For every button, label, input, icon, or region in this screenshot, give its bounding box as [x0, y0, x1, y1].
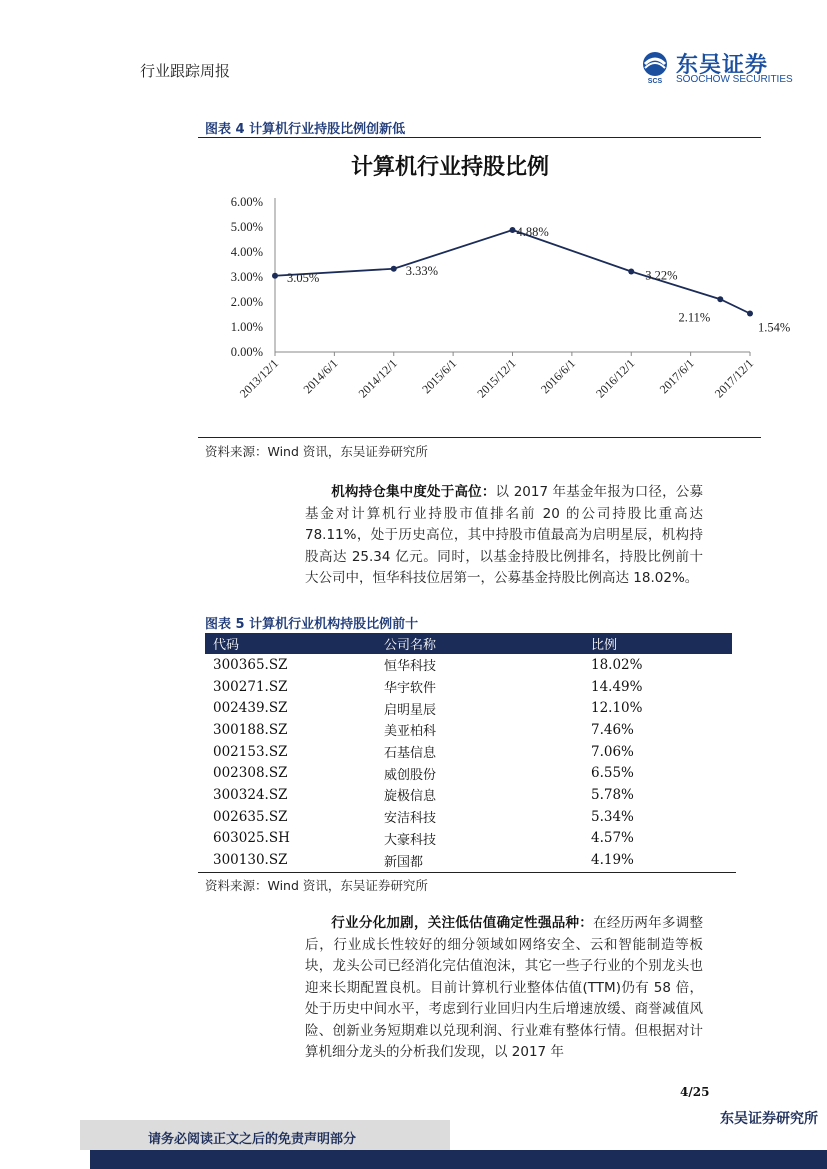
cell-ratio: 4.19%	[591, 852, 634, 869]
top10-holdings-table-wrap	[205, 633, 732, 871]
chart-title: 计算机行业持股比例	[350, 155, 550, 180]
para1-bold-lead: 机构持仓集中度处于高位：	[331, 484, 496, 500]
cell-code: 300130.SZ	[213, 852, 288, 869]
report-type: 行业跟踪周报	[140, 62, 231, 80]
cell-ratio: 18.02%	[591, 656, 643, 673]
header-ratio: 比例	[583, 633, 732, 654]
footer-disclaimer: 请务必阅读正文之后的免责声明部分	[148, 1132, 357, 1147]
data-label: 3.22%	[645, 268, 678, 283]
data-point	[391, 266, 397, 272]
table-row	[205, 676, 732, 698]
cell-code: 002308.SZ	[213, 765, 288, 782]
table-header-row	[205, 633, 732, 654]
cell-ratio: 6.55%	[591, 765, 634, 782]
series-line	[275, 230, 750, 314]
cell-company: 大豪科技	[384, 832, 437, 848]
paragraph-institutional-holdings	[305, 482, 703, 590]
table-row	[205, 741, 732, 763]
data-point	[628, 269, 634, 275]
x-tick-label: 2016/6/1	[537, 356, 578, 397]
cell-company: 华宇软件	[384, 681, 437, 697]
x-tick-label: 2015/6/1	[419, 356, 460, 397]
figure4-caption: 图表 4 计算机行业持股比例创新低	[205, 122, 406, 137]
table-row	[205, 719, 732, 741]
figure4-top-rule	[198, 137, 761, 138]
data-label: 1.54%	[758, 320, 791, 335]
cell-ratio: 7.46%	[591, 721, 634, 738]
table-row	[205, 849, 732, 871]
cell-company: 旋极信息	[384, 789, 437, 805]
logo-english-name: SOOCHOW SECURITIES	[676, 74, 793, 85]
cell-company: 威创股份	[384, 767, 437, 783]
logo-chinese-name: 东吴证券	[676, 53, 769, 78]
figure5-bottom-rule	[198, 872, 736, 873]
x-tick-label: 2014/6/1	[300, 356, 341, 397]
data-point	[510, 227, 516, 233]
cell-company: 安洁科技	[384, 811, 437, 827]
cell-code: 300324.SZ	[213, 786, 288, 803]
cell-code: 300365.SZ	[213, 656, 288, 673]
cell-code: 002153.SZ	[213, 743, 288, 760]
table-row	[205, 697, 732, 719]
cell-code: 603025.SH	[213, 830, 290, 847]
y-tick-label: 5.00%	[230, 220, 263, 234]
cell-company: 石基信息	[384, 746, 437, 762]
header-code: 代码	[205, 633, 376, 654]
para2-bold-lead: 行业分化加剧，关注低估值确定性强品种：	[331, 915, 594, 931]
figure5-caption: 图表 5 计算机行业机构持股比例前十	[205, 617, 419, 632]
page-number: 4/25	[680, 1085, 710, 1099]
cell-ratio: 5.78%	[591, 786, 634, 803]
data-label: 3.33%	[405, 263, 439, 278]
figure4-source: 资料来源：Wind 资讯，东吴证券研究所	[205, 444, 428, 459]
footer-navy-bar	[90, 1150, 827, 1169]
cell-ratio: 4.57%	[591, 830, 634, 847]
y-tick-label: 1.00%	[230, 320, 263, 334]
figure5-source: 资料来源：Wind 资讯，东吴证券研究所	[205, 878, 428, 893]
data-point	[747, 311, 753, 317]
y-tick-label: 3.00%	[230, 270, 263, 284]
y-tick-label: 4.00%	[230, 245, 263, 259]
cell-ratio: 7.06%	[591, 743, 634, 760]
data-label: 3.05%	[287, 270, 320, 285]
data-point	[272, 273, 278, 279]
y-tick-label: 6.00%	[230, 195, 263, 209]
cell-code: 002635.SZ	[213, 808, 288, 825]
data-label: 4.88%	[516, 225, 549, 239]
x-tick-label: 2015/12/1	[474, 356, 519, 401]
para1-text: 以 2017 年基金年报为口径，公募基金对计算机行业持股市值排名前 20 的公司持股比重高达 78.11%，处于历史高位，其中持股市值最高为启明星辰，机构持股高达 25.34 亿元。同时，以基金持股比例排名，持股比例前十大公司中，恒华科技位居第一，公募基金持股比例高达 18.02%。	[305, 484, 703, 586]
cell-company: 启明星辰	[384, 702, 437, 718]
cell-code: 002439.SZ	[213, 700, 288, 717]
cell-company: 新国都	[384, 854, 424, 870]
footer-org-name: 东吴证券研究所	[720, 1111, 818, 1127]
soochow-logo	[638, 50, 798, 88]
x-tick-label: 2017/12/1	[711, 356, 757, 401]
holding-ratio-line-chart	[205, 140, 791, 435]
data-point	[717, 296, 723, 302]
y-tick-label: 0.00%	[230, 345, 263, 359]
table-row	[205, 828, 732, 850]
figure4-bottom-rule	[198, 437, 761, 438]
cell-ratio: 5.34%	[591, 808, 634, 825]
x-tick-label: 2017/6/1	[656, 356, 697, 397]
x-tick-label: 2016/12/1	[593, 356, 638, 401]
cell-company: 恒华科技	[384, 659, 437, 675]
cell-ratio: 12.10%	[591, 700, 643, 717]
para2-text: 在经历两年多调整后，行业成长性较好的细分领域如网络安全、云和智能制造等板块，龙头公司已经消化完估值泡沫，其它一些子行业的个别龙头也迎来长期配置良机。目前计算机行业整体估值(TTM)仍有 58 倍，处于历史中间水平，考虑到行业回归内生后增速放缓、商誉减值风险、创新业务短期难以兑现利润、行业难有整体行情。但根据对计算机细分龙头的分析我们发现，以 2017 年	[305, 915, 704, 1060]
table-row	[205, 762, 732, 784]
table-row	[205, 784, 732, 806]
y-tick-label: 2.00%	[230, 295, 263, 309]
cell-ratio: 14.49%	[591, 678, 643, 695]
x-tick-label: 2014/12/1	[355, 356, 400, 401]
cell-code: 300271.SZ	[213, 678, 288, 695]
cell-code: 300188.SZ	[213, 721, 288, 738]
scs-logo-icon	[638, 50, 672, 84]
svg-text:SCS: SCS	[647, 78, 663, 85]
header-company: 公司名称	[376, 633, 583, 654]
table-row	[205, 654, 732, 676]
table-row	[205, 806, 732, 828]
data-label: 2.11%	[678, 310, 711, 325]
x-tick-label: 2013/12/1	[236, 356, 282, 401]
cell-company: 美亚柏科	[384, 724, 437, 740]
top10-holdings-table	[205, 633, 732, 871]
paragraph-industry-divergence	[305, 913, 703, 1064]
